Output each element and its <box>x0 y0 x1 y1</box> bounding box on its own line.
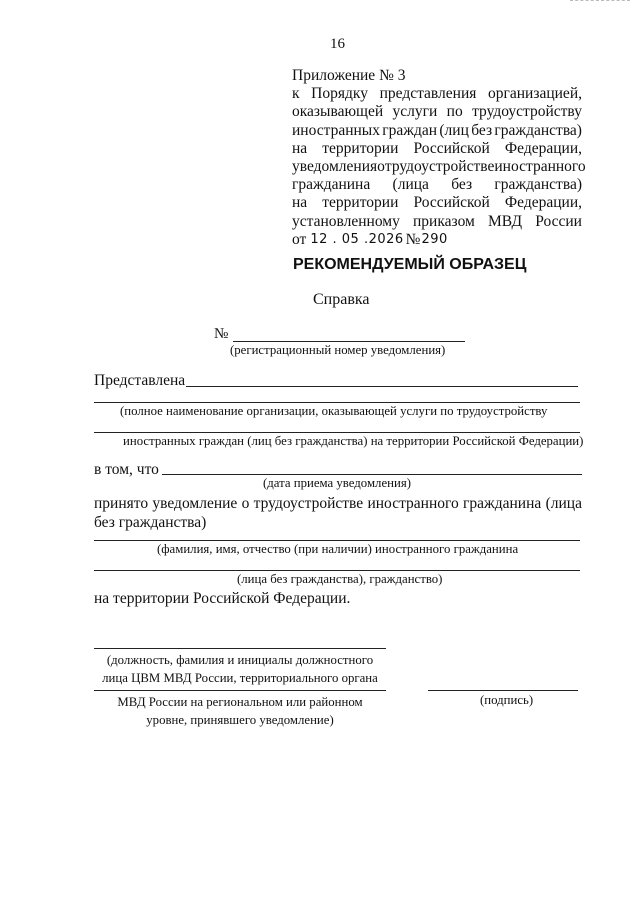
reg-number-line <box>233 341 465 342</box>
appendix-line <box>292 176 582 194</box>
official-line-1 <box>94 648 386 649</box>
order-number-sign: № <box>405 230 421 248</box>
appendix-word: уведомления <box>292 158 378 176</box>
statement-word: трудоустройстве <box>253 495 364 512</box>
date-field-caption: (дата приема уведомления) <box>263 476 411 490</box>
statement-word: принято <box>94 495 149 512</box>
appendix-word: Федерации, <box>504 194 582 212</box>
appendix-word: трудоустройстве <box>384 158 495 176</box>
appendix-word: (лица <box>392 176 429 194</box>
date-prefix: от <box>292 230 307 248</box>
appendix-word: по <box>446 103 463 121</box>
reg-number-sign: № <box>214 326 229 342</box>
appendix-word: территории <box>322 139 399 157</box>
recommended-sample-heading: РЕКОМЕНДУЕМЫЙ ОБРАЗЕЦ <box>293 256 527 273</box>
official-caption-3: МВД России на региональном или районном <box>117 695 363 709</box>
appendix-word: (лиц <box>439 121 469 139</box>
org-name-line-2 <box>94 432 580 433</box>
appendix-word: представления <box>379 85 477 103</box>
scan-edge-mark <box>570 0 630 3</box>
appendix-word: гражданства) <box>494 176 582 194</box>
appendix-lines <box>292 85 586 231</box>
org-name-caption-2: иностранных граждан (лиц без гражданства) на территории Российской Федерации) <box>123 434 584 448</box>
appendix-word: граждан <box>382 121 438 139</box>
appendix-block <box>292 67 586 249</box>
appendix-line <box>292 194 582 212</box>
appendix-line <box>292 213 582 231</box>
appendix-word: иностранного <box>494 158 586 176</box>
statement-paragraph <box>94 494 582 532</box>
statement-word: гражданина <box>463 495 542 512</box>
appendix-word: к <box>292 85 300 103</box>
order-date: 12 . 05 .2026 <box>310 231 404 247</box>
appendix-line <box>292 140 582 158</box>
appendix-word: гражданина <box>292 176 371 194</box>
statement-line-2: без гражданства) <box>94 514 207 531</box>
appendix-word: гражданства) <box>494 121 582 139</box>
reg-number-caption: (регистрационный номер уведомления) <box>230 343 446 357</box>
official-caption-bottom <box>94 693 386 729</box>
presented-line <box>186 386 578 387</box>
appendix-line <box>292 122 582 140</box>
person-line-2 <box>94 570 580 571</box>
person-line-1 <box>94 540 580 541</box>
appendix-line <box>292 103 582 121</box>
appendix-word: на <box>292 139 308 157</box>
appendix-title: Приложение № 3 <box>292 67 406 84</box>
statement-line-1 <box>94 494 582 513</box>
date-field-line <box>162 474 582 475</box>
appendix-word: трудоустройству <box>472 103 582 121</box>
page-number: 16 <box>330 36 345 52</box>
appendix-word: на <box>292 194 308 212</box>
signature-caption: (подпись) <box>480 693 534 707</box>
order-number: 290 <box>421 231 448 247</box>
appendix-word: приказом <box>413 212 475 230</box>
official-caption-1: (должность, фамилия и инициалы должностного <box>106 653 374 667</box>
official-caption-2: лица ЦВМ МВД России, территориального органа <box>102 671 378 685</box>
statement-word: уведомление <box>152 495 238 512</box>
org-name-caption-1: (полное наименование организации, оказывающей услуги по трудоустройству <box>120 404 548 418</box>
appendix-word: о <box>377 158 385 176</box>
appendix-word: территории <box>322 194 399 212</box>
appendix-line <box>292 158 586 176</box>
appendix-word: организацией, <box>488 85 582 103</box>
appendix-word: Федерации, <box>504 139 582 157</box>
appendix-word: Российской <box>413 139 490 157</box>
appendix-word: установленному <box>292 212 400 230</box>
statement-word: иностранного <box>367 495 459 512</box>
appendix-word: Российской <box>413 194 490 212</box>
appendix-word: МВД <box>487 212 523 230</box>
appendix-word: оказывающей <box>292 103 384 121</box>
person-caption-1: (фамилия, имя, отчество (при наличии) иностранного гражданина <box>157 542 519 556</box>
presented-label: Представлена <box>94 372 186 389</box>
date-field-label: в том, что <box>94 461 159 478</box>
appendix-word: Порядку <box>311 85 368 103</box>
person-caption-2: (лица без гражданства), гражданство) <box>237 572 443 586</box>
appendix-date-line <box>292 231 582 249</box>
org-name-line <box>94 402 580 403</box>
appendix-word: без <box>471 121 493 139</box>
document-title: Справка <box>313 291 370 308</box>
signature-line <box>428 690 578 691</box>
appendix-line <box>292 85 582 103</box>
appendix-word: России <box>535 212 582 230</box>
official-caption-top <box>94 651 386 687</box>
official-line-2 <box>94 690 386 691</box>
statement-word: (лица <box>545 495 582 512</box>
appendix-word: иностранных <box>292 121 380 139</box>
territory-closing: на территории Российской Федерации. <box>94 590 351 607</box>
official-caption-4: уровне, принявшего уведомление) <box>146 713 334 727</box>
appendix-word: услуги <box>392 103 438 121</box>
statement-word: о <box>241 495 250 512</box>
appendix-word: без <box>451 176 473 194</box>
